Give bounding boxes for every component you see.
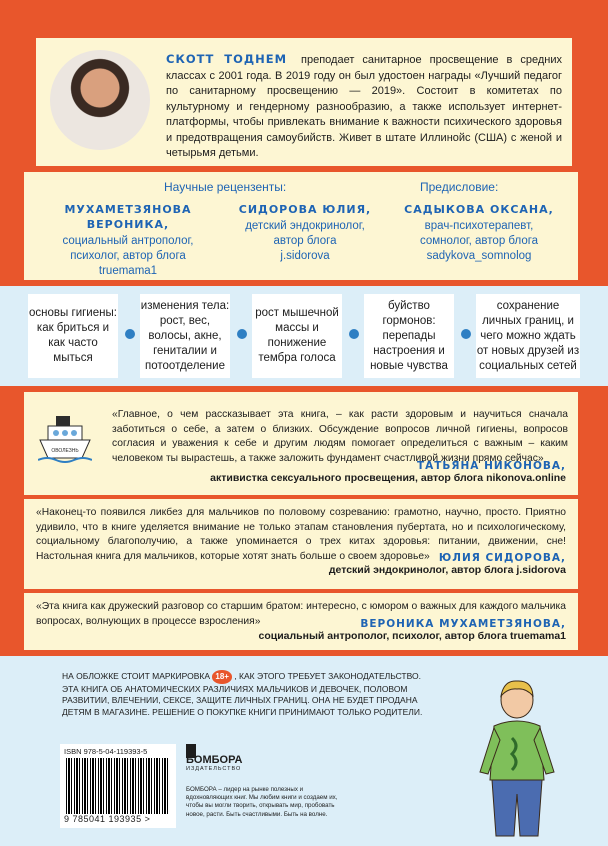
quote-author: [329, 552, 566, 576]
author-name: СКОТТ ТОДНЕМ: [166, 52, 288, 66]
notice-text: НА ОБЛОЖКЕ СТОИТ МАРКИРОВКА: [62, 671, 210, 681]
author-block: [36, 38, 572, 166]
reviewer-1: [38, 202, 218, 279]
isbn: ISBN 978-5-04-119393-5: [64, 747, 148, 756]
ship-label: ОВОЛЕЗНЬ: [51, 448, 79, 454]
quote-author: [210, 460, 566, 484]
preface-author: [394, 202, 564, 264]
publisher-logo: [186, 754, 242, 772]
preface-desc: sadykova_somnolog: [426, 250, 532, 262]
author-photo: [50, 50, 150, 150]
preface-desc: сомнолог, автор блога: [419, 235, 539, 247]
quote-author-name: ЮЛИЯ СИДОРОВА,: [438, 552, 566, 564]
quote-separator: [24, 495, 578, 499]
feature-card: буйство гормонов: перепады настроения и новые чувства: [364, 294, 454, 378]
boy-illustration: [462, 676, 572, 842]
reviewer-desc: truemama1: [98, 265, 158, 277]
publisher-name: БОМБОРА: [186, 754, 243, 766]
quote-author-desc: детский эндокринолог, автор блога j.sidorova: [328, 564, 566, 576]
feature-card: сохранение личных границ, и чего можно ждать от новых друзей из социальных сетей: [476, 294, 580, 378]
author-bio-text: преподает санитарное просвещение в средних классах с 2001 года. В 2019 году он был удостоен награды «Лучший педагог по санитарному просвещению — 2019». Состоит в комитетах по культурному и гендерному разнообразию, а также использует интернет-платформы, чтобы привлекать внимание к важности психического здоровья и предотвращения самоубийств. Живет в штате Иллинойс (США) с женой и четырьмя детьми.: [166, 54, 562, 159]
feature-card: изменения тела: рост, вес, волосы, акне, гениталии и потоотделение: [140, 294, 230, 378]
preface-heading: Предисловие:: [420, 180, 499, 194]
publisher-sub: ИЗДАТЕЛЬСТВО: [186, 766, 242, 772]
reviewer-desc: детский эндокринолог,: [245, 220, 365, 232]
feature-card: рост мышечной массы и понижение тембра голоса: [252, 294, 342, 378]
quote-author: [258, 618, 566, 642]
quote-text: «Главное, о чем рассказывает эта книга, – как расти здоровым и научиться сначала заботиться о себе, а затем о близких. Обсуждение вопросов личной гигиены, вопросов согласия и уважения к себе и другим людям помогает определиться с важным – каким человеком ты вырастешь, а также заложить фундамент счастливой жизни прямо сейчас»: [112, 409, 568, 464]
legal-notice: [62, 670, 430, 718]
reviewer-desc: психолог, автор блога: [70, 250, 186, 262]
reviewer-desc: автор блога: [273, 235, 337, 247]
quote-text: «Наконец-то появился ликбез для мальчиков по половому созреванию: грамотно, научно, просто. Приятно удивило, что в книге уделяется внимание не только этапам становления пубертата, но и психологическому, социальному благополучию, а также упоминается о трех китах здоровья: питании, движении, сне! Настольная книга для мальчиков, которые хотят знать больше о своем здоровье»: [36, 507, 566, 562]
barcode-bars: [66, 758, 170, 814]
publisher-motto: БОМБОРА – лидер на рынке полезных и вдохновляющих книг. Мы любим книги и создаем их, чтобы вы могли творить, открывать мир, пробовать новое, расти. Быть счастливыми. Быть на волне.: [186, 786, 338, 818]
feature-card: основы гигиены: как бриться и как часто мыться: [28, 294, 118, 378]
quote-author-desc: активистка сексуального просвещения, автор блога nikonova.online: [210, 472, 566, 484]
barcode: [60, 744, 176, 828]
ship-icon: [38, 412, 92, 464]
feature-dot: [125, 329, 135, 339]
feature-dot: [349, 329, 359, 339]
preface-desc: врач-психотерапевт,: [424, 220, 534, 232]
quote-author-name: ТАТЬЯНА НИКОНОВА,: [416, 460, 566, 472]
bottom-block: [0, 656, 608, 846]
quote-author-desc: социальный антрополог, психолог, автор блога truemama1: [258, 630, 566, 642]
features-strip: [0, 286, 608, 386]
reviewer-name: МУХАМЕТЗЯНОВА ВЕРОНИКА,: [64, 203, 192, 231]
reviewer-desc: социальный антрополог,: [62, 235, 194, 247]
quotes-block: [24, 392, 578, 650]
barcode-number: 9 785041 193935 >: [64, 814, 151, 824]
quote-author-name: ВЕРОНИКА МУХАМЕТЗЯНОВА,: [360, 618, 566, 630]
feature-dot: [461, 329, 471, 339]
age-rating-badge: 18+: [212, 670, 232, 684]
author-bio: [166, 52, 562, 162]
preface-name: САДЫКОВА ОКСАНА,: [404, 203, 554, 216]
reviewer-name: СИДОРОВА ЮЛИЯ,: [238, 203, 372, 216]
notice-text: , КАК ЭТОГО ТРЕБУЕТ ЗАКОНОДАТЕЛЬСТВО. ЭТА КНИГА ОБ АНАТОМИЧЕСКИХ РАЗЛИЧИЯХ МАЛЬЧИКОВ И ДЕВОЧЕК, ПОЛОВОМ РАЗВИТИИ, ВЛЕЧЕНИИ, СЕКСЕ, ЗАЩИТЕ ЛИЧНЫХ ГРАНИЦ. ОНА НЕ БУДЕТ ПРОДАНА ДЕТЯМ В МАГАЗИНЕ. РЕШЕНИЕ О ПОКУПКЕ КНИГИ ПРИНИМАЮТ ТОЛЬКО РОДИТЕЛИ.: [62, 671, 423, 717]
reviewers-heading: Научные рецензенты:: [164, 180, 287, 194]
feature-dot: [237, 329, 247, 339]
quote-text: «Эта книга как дружеский разговор со старшим братом: интересно, с юмором о важных для каждого мальчика вопросах, волнующих в процессе взросления»: [36, 601, 566, 627]
reviewer-2: [230, 202, 380, 264]
reviewers-block: [24, 172, 578, 280]
reviewer-desc: j.sidorova: [280, 250, 330, 262]
quote-separator: [24, 589, 578, 593]
